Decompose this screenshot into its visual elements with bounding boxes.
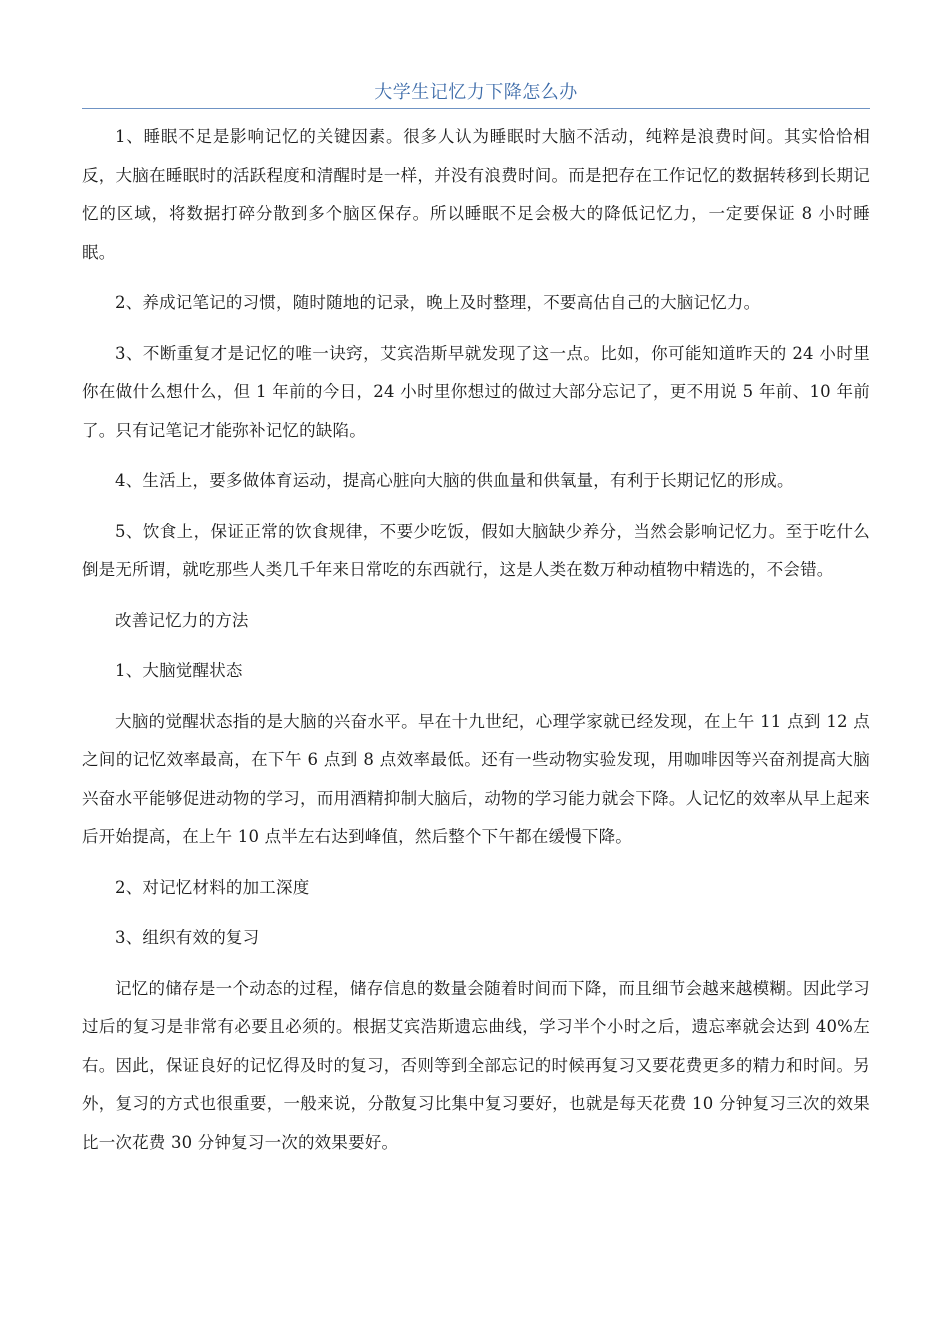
paragraph-sleep: 1、睡眠不足是影响记忆的关键因素。很多人认为睡眠时大脑不活动，纯粹是浪费时间。其实恰恰相反，大脑在睡眠时的活跃程度和清醒时是一样，并没有浪费时间。而是把存在工作记忆的数据转移到长期记忆的区域，将数据打碎分散到多个脑区保存。所以睡眠不足会极大的降低记忆力，一定要保证 8 小时睡眠。 [82,127,870,262]
document-page [82,78,870,1174]
title-underline [82,108,870,109]
paragraph-arousal: 大脑的觉醒状态指的是大脑的兴奋水平。早在十九世纪，心理学家就已经发现，在上午 11 点到 12 点之间的记忆效率最高，在下午 6 点到 8 点效率最低。还有一些动物实验发现，用咖啡因等兴奋剂提高大脑兴奋水平能够促进动物的学习，而用酒精抑制大脑后，动物的学习能力就会下降。人记忆的效率从早上起来后开始提高，在上午 10 点半左右达到峰值，然后整个下午都在缓慢下降。 [82,711,870,846]
paragraph-notes: 2、养成记笔记的习惯，随时随地的记录，晚上及时整理，不要高估自己的大脑记忆力。 [115,293,761,312]
paragraph-repetition: 3、不断重复才是记忆的唯一诀窍，艾宾浩斯早就发现了这一点。比如，你可能知道昨天的 24 小时里你在做什么想什么，但 1 年前的今日，24 小时里你想过的做过大部分忘记了，更不用说 5 年前、10 年前了。只有记笔记才能弥补记忆的缺陷。 [82,343,870,440]
paragraph-exercise: 4、生活上，要多做体育运动，提高心脏向大脑的供血量和供氧量，有利于长期记忆的形成。 [115,471,794,490]
paragraph-diet: 5、饮食上，保证正常的饮食规律，不要少吃饭，假如大脑缺少养分，当然会影响记忆力。至于吃什么倒是无所谓，就吃那些人类几千年来日常吃的东西就行，这是人类在数万种动植物中精选的，不会错。 [82,521,870,579]
paragraph-review: 记忆的储存是一个动态的过程，储存信息的数量会随着时间而下降，而且细节会越来越模糊。因此学习过后的复习是非常有必要且必须的。根据艾宾浩斯遗忘曲线，学习半个小时之后，遗忘率就会达到 40%左右。因此，保证良好的记忆得及时的复习，否则等到全部忘记的时候再复习又要花费更多的精力和时间。另外，复习的方式也很重要，一般来说，分散复习比集中复习要好，也就是每天花费 10 分钟复习三次的效果比一次花费 30 分钟复习一次的效果要好。 [82,978,870,1152]
subheading-processing-depth: 2、对记忆材料的加工深度 [115,877,310,897]
subheading-arousal: 1、大脑觉醒状态 [115,661,243,680]
section-heading-methods: 改善记忆力的方法 [115,610,249,630]
subheading-review: 3、组织有效的复习 [115,928,260,947]
document-title: 大学生记忆力下降怎么办 [374,82,578,103]
